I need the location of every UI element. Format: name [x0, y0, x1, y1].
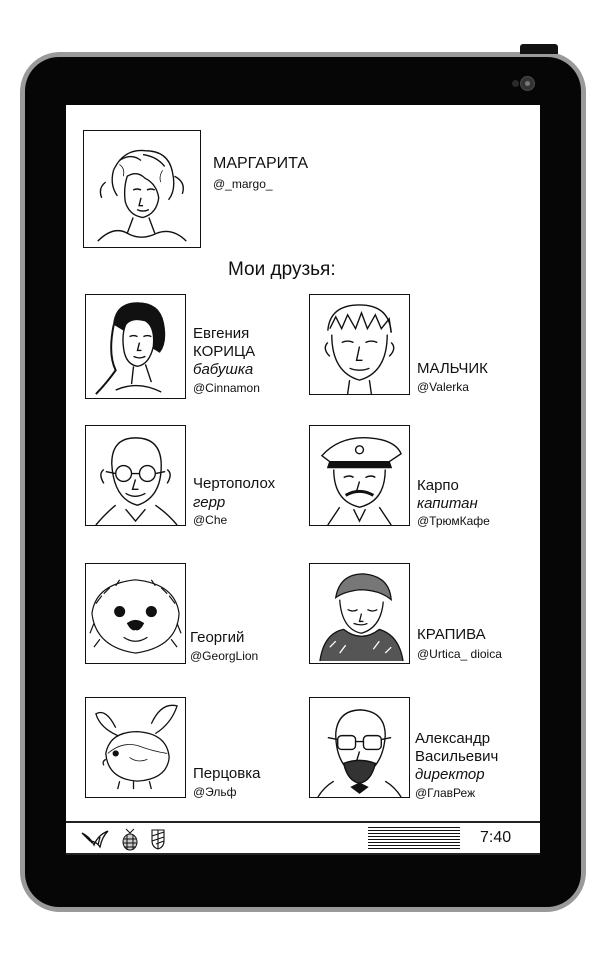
- friend-handle[interactable]: @Valerka: [417, 380, 469, 394]
- friend-avatar[interactable]: [85, 425, 186, 526]
- friend-handle[interactable]: @ГлавРеж: [415, 786, 476, 800]
- friend-avatar[interactable]: [85, 563, 186, 664]
- profile-avatar[interactable]: [83, 130, 201, 248]
- friend-name: Александр: [415, 730, 491, 747]
- friend-avatar[interactable]: [309, 697, 410, 798]
- friend-name: КОРИЦА: [193, 343, 256, 360]
- friend-role: бабушка: [193, 361, 254, 378]
- screen: [66, 105, 540, 855]
- friend-handle[interactable]: @Cinnamon: [193, 381, 260, 395]
- friend-name: МАЛЬЧИК: [417, 360, 488, 377]
- profile-handle[interactable]: @_margo_: [213, 177, 273, 191]
- friend-avatar[interactable]: [309, 294, 410, 395]
- power-button[interactable]: [520, 44, 558, 54]
- friend-name: Карпо: [417, 477, 459, 494]
- friend-avatar[interactable]: [309, 563, 410, 664]
- friend-name: Перцовка: [193, 765, 261, 782]
- friends-heading: Мои друзья:: [228, 259, 336, 280]
- friend-handle[interactable]: @Che: [193, 513, 228, 527]
- friend-avatar[interactable]: [85, 697, 186, 798]
- status-bar: [66, 821, 540, 855]
- shield-icon[interactable]: [150, 827, 166, 851]
- friend-name: КРАПИВА: [417, 626, 486, 643]
- friend-handle[interactable]: @Эльф: [193, 785, 237, 799]
- friend-name: Георгий: [190, 629, 245, 646]
- profile-name: МАРГАРИТА: [213, 155, 309, 172]
- friend-name: Евгения: [193, 325, 250, 342]
- friend-handle[interactable]: @ТрюмКафе: [417, 514, 490, 528]
- friend-avatar[interactable]: [309, 425, 410, 526]
- battery-icon: [368, 827, 460, 851]
- friend-handle[interactable]: @GeorgLion: [190, 649, 259, 663]
- friend-handle[interactable]: @Urtica_ dioica: [417, 647, 502, 661]
- friend-role: капитан: [417, 495, 478, 512]
- bird-logo-icon[interactable]: [80, 827, 110, 851]
- friend-role: директор: [415, 766, 485, 783]
- clock: 7:40: [480, 829, 512, 846]
- friend-role: герр: [193, 494, 226, 511]
- friend-name: Васильевич: [415, 748, 499, 765]
- pinecone-icon[interactable]: [120, 827, 140, 851]
- camera-icon: [512, 76, 534, 92]
- friend-avatar[interactable]: [85, 294, 186, 399]
- friend-name: Чертополох: [193, 475, 276, 492]
